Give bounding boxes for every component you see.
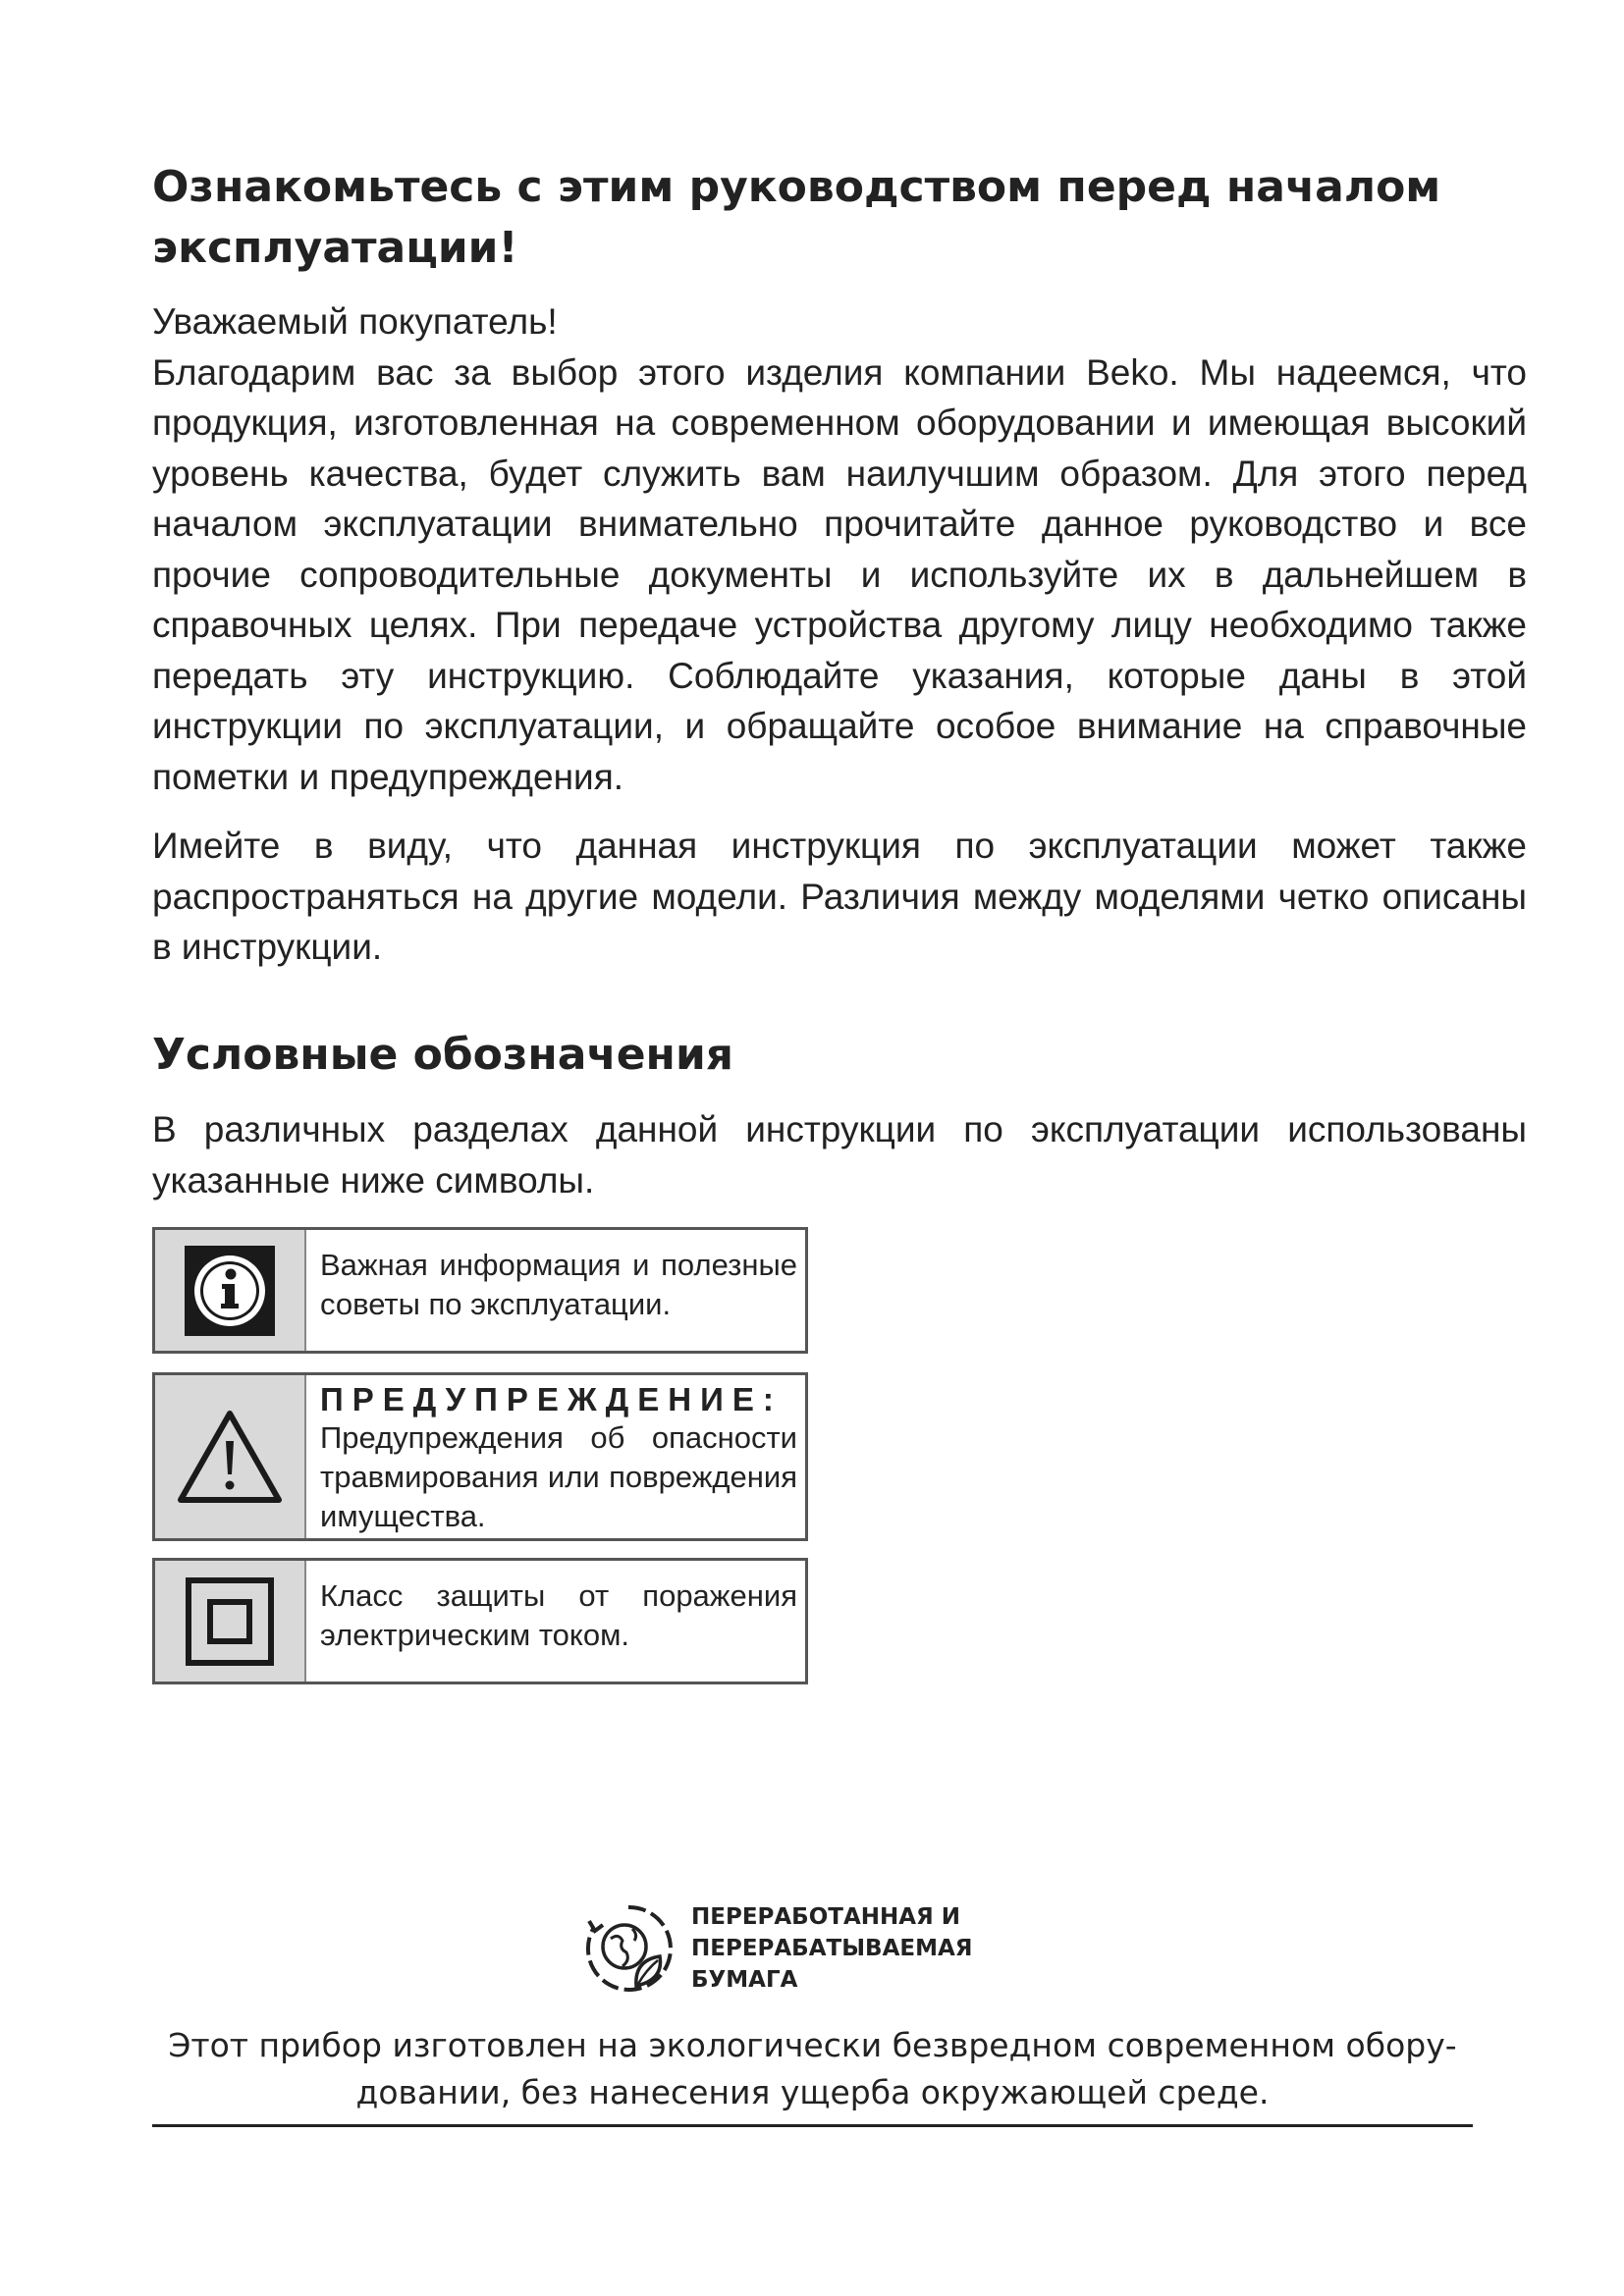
symbol-box-info	[152, 1227, 808, 1354]
symbols-intro	[152, 1104, 1527, 1205]
symbols-title: Условные обозначения	[152, 1030, 734, 1080]
recycle-globe-leaf-icon	[579, 1899, 677, 1998]
eco-statement-line: Этот прибор изготовлен на экологически безвредном современном обору-	[168, 2026, 1457, 2064]
eco-statement	[152, 2022, 1473, 2116]
symbol-icon-cell	[155, 1375, 306, 1538]
warning-title: ПРЕДУПРЕЖДЕНИЕ:	[320, 1381, 783, 1417]
double-insulation-icon	[185, 1576, 275, 1667]
symbol-text	[306, 1375, 805, 1538]
eco-label	[579, 1899, 972, 1998]
eco-line: БУМАГА	[691, 1967, 798, 1993]
intro-block	[152, 296, 1527, 802]
symbol-box-warning	[152, 1372, 808, 1541]
symbol-icon-cell	[155, 1230, 306, 1351]
page-title: Ознакомьтесь с этим руководством перед началом эксплуатации!	[152, 162, 1441, 273]
symbol-text: Важная информация и полезные советы по эксплуатации.	[320, 1248, 797, 1321]
footer-divider	[152, 2124, 1473, 2127]
models-note-text: Имейте в виду, что данная инструкция по эксплуатации может также распространяться на другие модели. Различия между моделями четко описаны в инструкции.	[152, 826, 1527, 967]
models-note	[152, 821, 1527, 973]
warning-text: Предупреждения об опасности травмирования или повреждения имущества.	[320, 1420, 797, 1533]
eco-line: ПЕРЕРАБОТАННАЯ И	[691, 1904, 961, 1930]
eco-line: ПЕРЕРАБАТЫВАЕМАЯ	[691, 1936, 973, 1961]
greeting: Уважаемый покупатель!	[152, 301, 558, 342]
symbol-icon-cell	[155, 1561, 306, 1682]
eco-label-text	[691, 1901, 972, 1996]
info-icon	[183, 1244, 277, 1338]
warning-icon	[175, 1408, 285, 1506]
intro-paragraph: Благодарим вас за выбор этого изделия компании Beko. Мы надеемся, что продукция, изготовленная на современном оборудовании и имеющая высокий уровень качества, будет служить вам наилучшим образом. Для этого перед началом эксплуатации внимательно прочитайте данное руководство и все прочие сопроводительные документы и используйте их в дальнейшем в справочных целях. При передаче устройства другому лицу необходимо также передать эту инструкцию. Соблюдайте указания, которые даны в этой инструкции по эксплуатации, и обращайте особое внимание на справочные пометки и предупреждения.	[152, 351, 1527, 797]
eco-statement-line: довании, без нанесения ущерба окружающей среде.	[355, 2073, 1270, 2111]
symbol-box-protection-class	[152, 1558, 808, 1684]
symbol-text: Класс защиты от поражения электрическим током.	[320, 1578, 797, 1652]
symbols-intro-text: В различных разделах данной инструкции по эксплуатации использованы указанные ниже символы.	[152, 1109, 1527, 1201]
